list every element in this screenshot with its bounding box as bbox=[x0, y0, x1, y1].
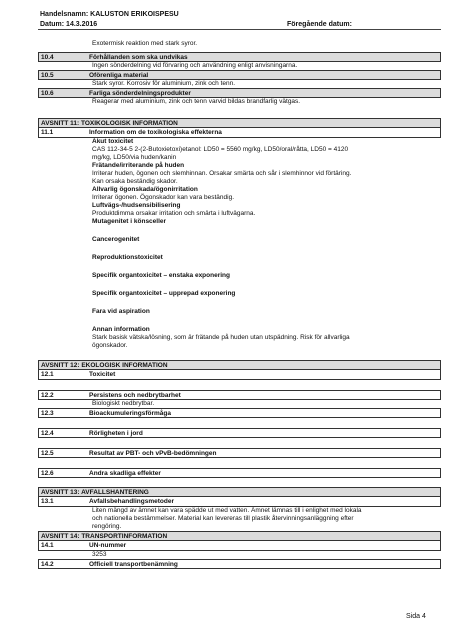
subsection-10-6 bbox=[38, 88, 441, 98]
subsection-title: Andra skadliga effekter bbox=[89, 470, 161, 477]
mutagenicity-title: Mutagenitet i könsceller bbox=[92, 218, 167, 225]
subsection-12-2 bbox=[38, 390, 441, 400]
subsection-13-1 bbox=[38, 497, 441, 507]
section-14-heading: AVSNITT 14: TRANSPORTINFORMATION bbox=[38, 531, 441, 541]
subsection-title: Officiell transportbenämning bbox=[89, 561, 178, 568]
section-11-heading: AVSNITT 11: TOXIKOLOGISK INFORMATION bbox=[38, 118, 441, 128]
subsection-number: 12.3 bbox=[41, 410, 54, 417]
sensitisation-text: Produktdimma orsakar irritation och smärta i luftvägarna. bbox=[92, 210, 256, 217]
section-13-heading: AVSNITT 13: AVFALLSHANTERING bbox=[38, 487, 441, 497]
subsection-number: 12.4 bbox=[41, 430, 54, 437]
sds-content bbox=[38, 31, 441, 569]
subsection-number: 14.2 bbox=[41, 561, 54, 568]
subsection-12-1 bbox=[38, 370, 441, 380]
subsection-12-6 bbox=[38, 468, 441, 478]
waste-treatment-text bbox=[38, 507, 441, 531]
other-info-line-1: Stark basisk vätska/lösning, som är frätande på huden utan utspädning. Risk för allvarliga bbox=[92, 334, 350, 341]
subsection-12-5 bbox=[38, 448, 441, 458]
page-number: Sida 4 bbox=[406, 613, 426, 620]
skin-corrosion-line-2: Kan orsaka beständig skador. bbox=[92, 178, 178, 185]
subsection-title: UN-nummer bbox=[89, 542, 127, 549]
waste-text-line-2: och nationella bestämmelser. Material kan levereras till plastik återvinningsanläggning efter bbox=[92, 515, 354, 522]
subsection-title: Farliga sönderdelningsprodukter bbox=[89, 90, 191, 97]
subsection-text: Biologiskt nedbrytbar. bbox=[92, 400, 155, 407]
sensitisation-title: Luftvägs-/hudsensibilisering bbox=[92, 202, 181, 209]
subsection-title: Persistens och nedbrytbarhet bbox=[89, 392, 181, 399]
waste-text-line-1: Liten mängd av ämnet kan vara spädde ut med vatten. Ämnet lämnas till i enlighet med lokala bbox=[92, 507, 362, 514]
aspiration-hazard-title: Fara vid aspiration bbox=[92, 308, 150, 315]
subsection-title: Förhållanden som ska undvikas bbox=[89, 54, 188, 61]
document-date: Datum: 14.3.2016 bbox=[40, 21, 98, 28]
skin-corrosion-line-1: Irriterar huden, ögonen och slemhinnan. Orsakar smärta och sår i slemhinnor vid förtäring. bbox=[92, 170, 352, 177]
subsection-text: Reagerar med aluminium, zink och tenn varvid bildas brandfarlig vätgas. bbox=[92, 98, 301, 105]
subsection-title: Rörligheten i jord bbox=[89, 430, 143, 437]
toxicology-details bbox=[38, 138, 441, 350]
stot-repeated-title: Specifik organtoxicitet – upprepad exponering bbox=[92, 290, 236, 297]
header-rule bbox=[38, 29, 441, 30]
eye-damage-text: Irriterar ögonen. Ögonskador kan vara beständig. bbox=[92, 194, 235, 201]
subsection-number: 14.1 bbox=[41, 542, 54, 549]
subsection-title: Information om de toxikologiska effekterna bbox=[89, 129, 222, 136]
waste-text-line-3: rengöring. bbox=[92, 523, 122, 530]
trade-name: Handelsnamn: KALUSTON ERIKOISPESU bbox=[40, 11, 179, 18]
subsection-10-4 bbox=[38, 52, 441, 62]
subsection-title: Avfallsbehandlingsmetoder bbox=[89, 498, 174, 505]
subsection-title: Resultat av PBT- och vPvB-bedömningen bbox=[89, 450, 217, 457]
subsection-12-3 bbox=[38, 408, 441, 418]
exothermic-text: Exotermisk reaktion med stark syror. bbox=[92, 40, 198, 47]
subsection-number: 12.1 bbox=[41, 371, 54, 378]
other-info-line-2: ögonskador. bbox=[92, 342, 128, 349]
carcinogenicity-title: Cancerogenitet bbox=[92, 236, 140, 243]
subsection-number: 10.6 bbox=[41, 90, 54, 97]
section-12-heading: AVSNITT 12: EKOLOGISK INFORMATION bbox=[38, 360, 441, 370]
stot-single-title: Specifik organtoxicitet – enstaka exponering bbox=[92, 272, 230, 279]
subsection-number: 12.5 bbox=[41, 450, 54, 457]
subsection-text: Stark syror. Korrosiv för aluminium, zink och tenn. bbox=[92, 80, 236, 87]
subsection-number: 12.2 bbox=[41, 392, 54, 399]
skin-corrosion-title: Frätande/irriterande på huden bbox=[92, 162, 185, 169]
subsection-11-1 bbox=[38, 128, 441, 138]
subsection-number: 11.1 bbox=[41, 129, 54, 136]
eye-damage-title: Allvarlig ögonskada/ögonirritation bbox=[92, 186, 198, 193]
subsection-number: 10.5 bbox=[41, 72, 54, 79]
subsection-title: Oförenliga material bbox=[89, 72, 149, 79]
subsection-title: Bioackumuleringsförmåga bbox=[89, 410, 171, 417]
acute-toxicity-title: Akut toxicitet bbox=[92, 138, 134, 145]
reproductive-toxicity-title: Reproduktionstoxicitet bbox=[92, 254, 163, 261]
subsection-12-4 bbox=[38, 428, 441, 438]
subsection-title: Toxicitet bbox=[89, 371, 116, 378]
other-info-title: Annan information bbox=[92, 326, 150, 333]
subsection-number: 13.1 bbox=[41, 498, 54, 505]
subsection-10-5 bbox=[38, 70, 441, 80]
subsection-14-1 bbox=[38, 541, 441, 551]
acute-toxicity-line-1: CAS 112-34-5 2-(2-Butoxietoxi)etanol: LD50 = 5560 mg/kg, LD50/oral/råtta, LD50 = 4120 bbox=[92, 146, 349, 153]
previous-date-label: Föregående datum: bbox=[287, 21, 352, 28]
subsection-number: 10.4 bbox=[41, 54, 54, 61]
subsection-number: 12.6 bbox=[41, 470, 54, 477]
subsection-14-2 bbox=[38, 559, 441, 569]
acute-toxicity-line-2: mg/kg, LD50/via huden/kanin bbox=[92, 154, 177, 161]
subsection-text: Ingen sönderdelning vid förvaring och användning enligt anvisningarna. bbox=[92, 62, 298, 69]
un-number-value: 3253 bbox=[92, 551, 107, 558]
